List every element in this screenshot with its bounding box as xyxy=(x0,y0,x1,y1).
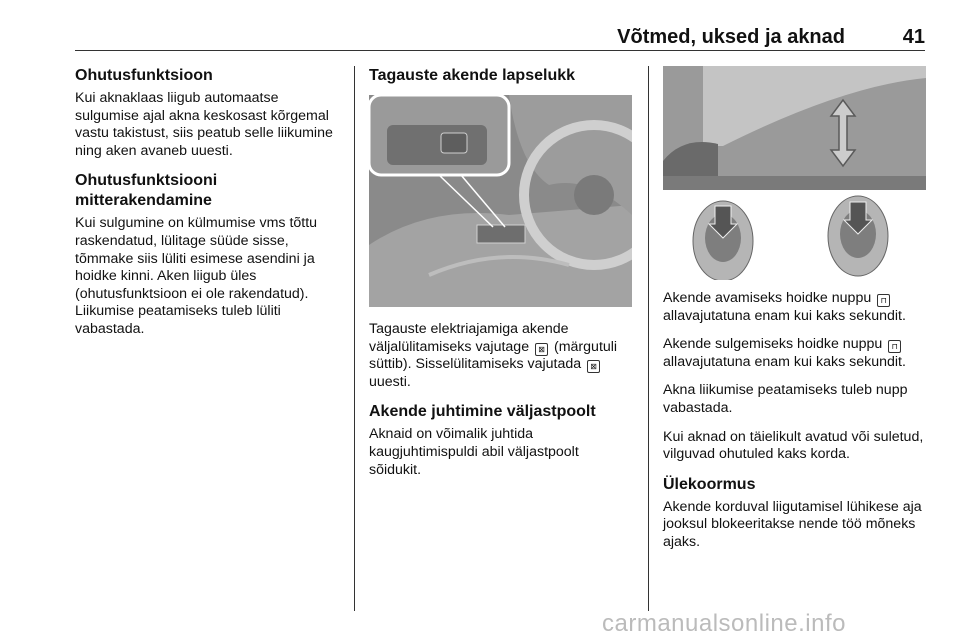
section-heading-child-lock: Tagauste akende lapselukk xyxy=(369,67,576,84)
page-number: 41 xyxy=(902,26,925,48)
section-heading-safety: Ohutusfunktsioon xyxy=(75,67,213,84)
column-divider-1 xyxy=(354,66,355,611)
section-heading-remote: Akende juhtimine väljastpoolt xyxy=(369,403,596,421)
section-heading-overload: Ülekoormus xyxy=(663,475,756,493)
page-header xyxy=(75,26,925,50)
section-heading-override: Ohutusfunktsiooni mitterakendamine xyxy=(75,172,218,210)
column-3 xyxy=(663,66,928,563)
paragraph-close: Akende sulgemiseks hoidke nuppu ⊓ allavajutatuna enam kui kaks sekundit. xyxy=(663,336,906,370)
paragraph-remote: Aknaid on võimalik juhtida kaugjuhtimispuldi abil väljastpoolt sõidukit. xyxy=(369,426,579,478)
column-divider-2 xyxy=(648,66,649,611)
child-lock-icon: ⊠ xyxy=(535,343,548,356)
paragraph-hazard: Kui aknad on täielikult avatud või suletud, vilguvad ohutuled kaks korda. xyxy=(663,428,924,463)
remote-window-illustration xyxy=(663,66,926,280)
header-rule xyxy=(75,50,925,51)
lock-button-icon: ⊓ xyxy=(888,340,901,353)
paragraph-safety: Kui aknaklaas liigub automaatse sulgumise ajal akna keskosast kõrgemal vastu takistust, siis peatub selle liikumine ning aken avaneb uuesti. xyxy=(75,90,333,159)
paragraph-override: Kui sulgumine on külmumise vms tõttu raskendatud, lülitage süüde sisse, tõmmake siis lüliti esimese asendini ja hoidke kinni. Aken liigub üles (ohutusfunktsioon ei ole rakendatud). Liikumise peatamiseks tuleb lüliti vabastada. xyxy=(75,215,318,337)
paragraph-child-lock: Tagauste elektriajamiga akende väljalülitamiseks vajutage ⊠ (märgutuli süttib). Sisselülitamiseks vajutada ⊠ uuesti. xyxy=(369,321,618,390)
child-lock-icon: ⊠ xyxy=(587,360,600,373)
unlock-button-icon: ⊓ xyxy=(877,294,890,307)
page-title: Võtmed, uksed ja aknad xyxy=(617,26,845,48)
paragraph-open: Akende avamiseks hoidke nuppu ⊓ allavajutatuna enam kui kaks sekundit. xyxy=(663,290,906,324)
paragraph-overload: Akende korduval liigutamisel lühikese aja jooksul blokeeritakse nende töö mõneks ajaks. xyxy=(663,498,922,550)
column-1 xyxy=(75,66,345,350)
paragraph-stop: Akna liikumise peatamiseks tuleb nupp vabastada. xyxy=(663,382,908,416)
door-switch-illustration xyxy=(369,95,632,307)
column-2 xyxy=(369,66,632,490)
watermark: carmanualsonline.info xyxy=(602,610,846,637)
